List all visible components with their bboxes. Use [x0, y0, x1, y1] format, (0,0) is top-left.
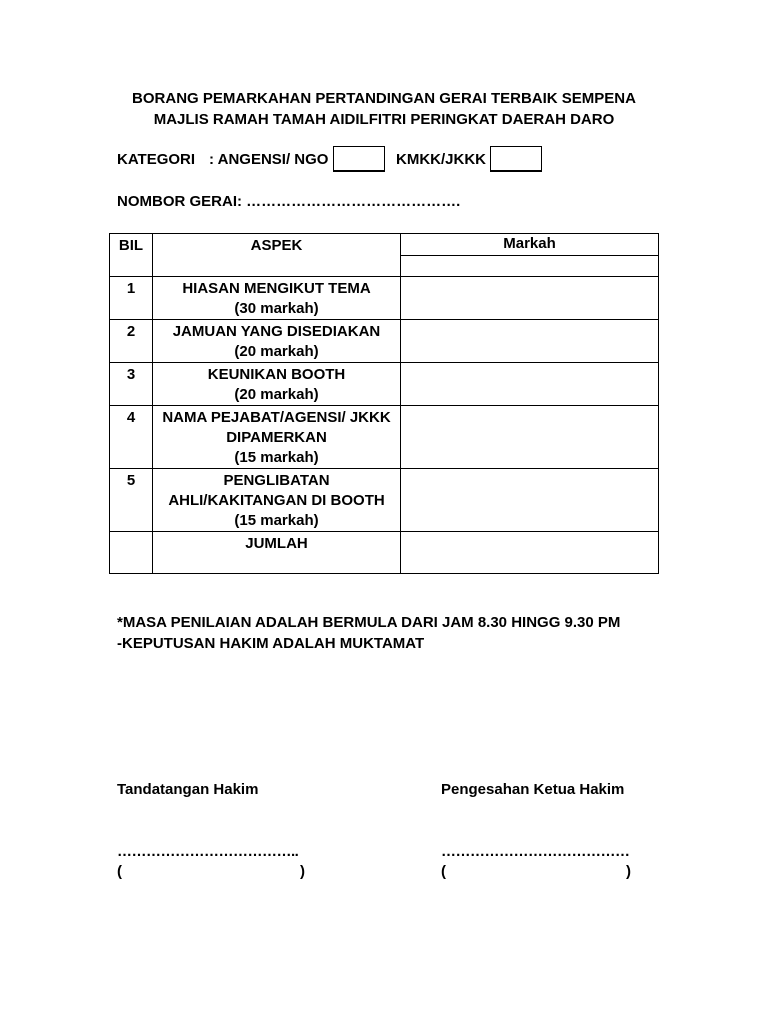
markah-subheader-cell	[401, 256, 659, 277]
row-bil: 5	[110, 469, 153, 532]
aspek-line: (20 markah)	[234, 343, 319, 360]
head-judge-name-open-paren: (	[441, 863, 446, 880]
markah-input-cell[interactable]	[401, 277, 659, 320]
markah-input-cell[interactable]	[401, 363, 659, 406]
aspek-line: JAMUAN YANG DISEDIAKAN	[172, 323, 381, 340]
aspek-line: KEUNIKAN BOOTH	[207, 366, 346, 383]
row-aspek	[153, 532, 401, 574]
table-row	[110, 363, 659, 406]
signature-judge-line[interactable]: ………………………………..	[117, 843, 299, 860]
table-row	[110, 406, 659, 469]
markah-input-cell[interactable]	[401, 469, 659, 532]
markah-input-cell[interactable]	[401, 406, 659, 469]
scoring-table	[109, 233, 659, 574]
head-judge-name-close-paren: )	[626, 863, 631, 880]
signature-judge-label: Tandatangan Hakim	[117, 781, 259, 798]
aspek-line: DIPAMERKAN	[226, 429, 327, 446]
judge-name-open-paren: (	[117, 863, 122, 880]
signature-head-judge-label: Pengesahan Ketua Hakim	[441, 781, 625, 798]
row-bil: 1	[110, 277, 153, 320]
kategori-option-agensi-ngo: : ANGENSI/ NGO	[209, 151, 329, 168]
aspek-line: (30 markah)	[234, 300, 319, 317]
nombor-gerai-field[interactable]: NOMBOR GERAI: …………………………………….	[117, 193, 461, 210]
row-aspek	[153, 320, 401, 363]
kmkk-jkkk-checkbox[interactable]	[490, 146, 542, 172]
aspek-line: AHLI/KAKITANGAN DI BOOTH	[168, 492, 385, 509]
header-bil: BIL	[110, 234, 153, 277]
table-row	[110, 469, 659, 532]
kategori-label: KATEGORI	[117, 151, 196, 168]
aspek-line: (20 markah)	[234, 386, 319, 403]
row-bil: 4	[110, 406, 153, 469]
row-aspek	[153, 469, 401, 532]
row-aspek	[153, 406, 401, 469]
row-aspek	[153, 363, 401, 406]
kategori-option-kmkk-jkkk: KMKK/JKKK	[396, 151, 486, 168]
aspek-line: PENGLIBATAN	[223, 472, 330, 489]
form-title-line-2: MAJLIS RAMAH TAMAH AIDILFITRI PERINGKAT DAERAH DARO	[153, 111, 615, 128]
row-aspek	[153, 277, 401, 320]
note-assessment-time: *MASA PENILAIAN ADALAH BERMULA DARI JAM 8.30 HINGG 9.30 PM	[117, 614, 621, 631]
aspek-line: (15 markah)	[234, 512, 319, 529]
table-row	[110, 320, 659, 363]
header-markah: Markah	[401, 234, 659, 256]
jumlah-input-cell[interactable]	[401, 532, 659, 574]
aspek-line: NAMA PEJABAT/AGENSI/ JKKK	[162, 409, 391, 426]
aspek-line: HIASAN MENGIKUT TEMA	[182, 280, 371, 297]
aspek-line: (15 markah)	[234, 449, 319, 466]
table-row-jumlah	[110, 532, 659, 574]
header-aspek: ASPEK	[153, 234, 401, 277]
agensi-ngo-checkbox[interactable]	[333, 146, 385, 172]
row-bil	[110, 532, 153, 574]
form-title-line-1: BORANG PEMARKAHAN PERTANDINGAN GERAI TERBAIK SEMPENA	[132, 90, 636, 107]
note-judges-decision: -KEPUTUSAN HAKIM ADALAH MUKTAMAT	[117, 635, 425, 652]
aspek-line: JUMLAH	[245, 535, 308, 552]
row-bil: 3	[110, 363, 153, 406]
judge-name-close-paren: )	[300, 863, 305, 880]
row-bil: 2	[110, 320, 153, 363]
signature-head-judge-line[interactable]: …………………………………	[441, 843, 630, 860]
table-row	[110, 277, 659, 320]
markah-input-cell[interactable]	[401, 320, 659, 363]
